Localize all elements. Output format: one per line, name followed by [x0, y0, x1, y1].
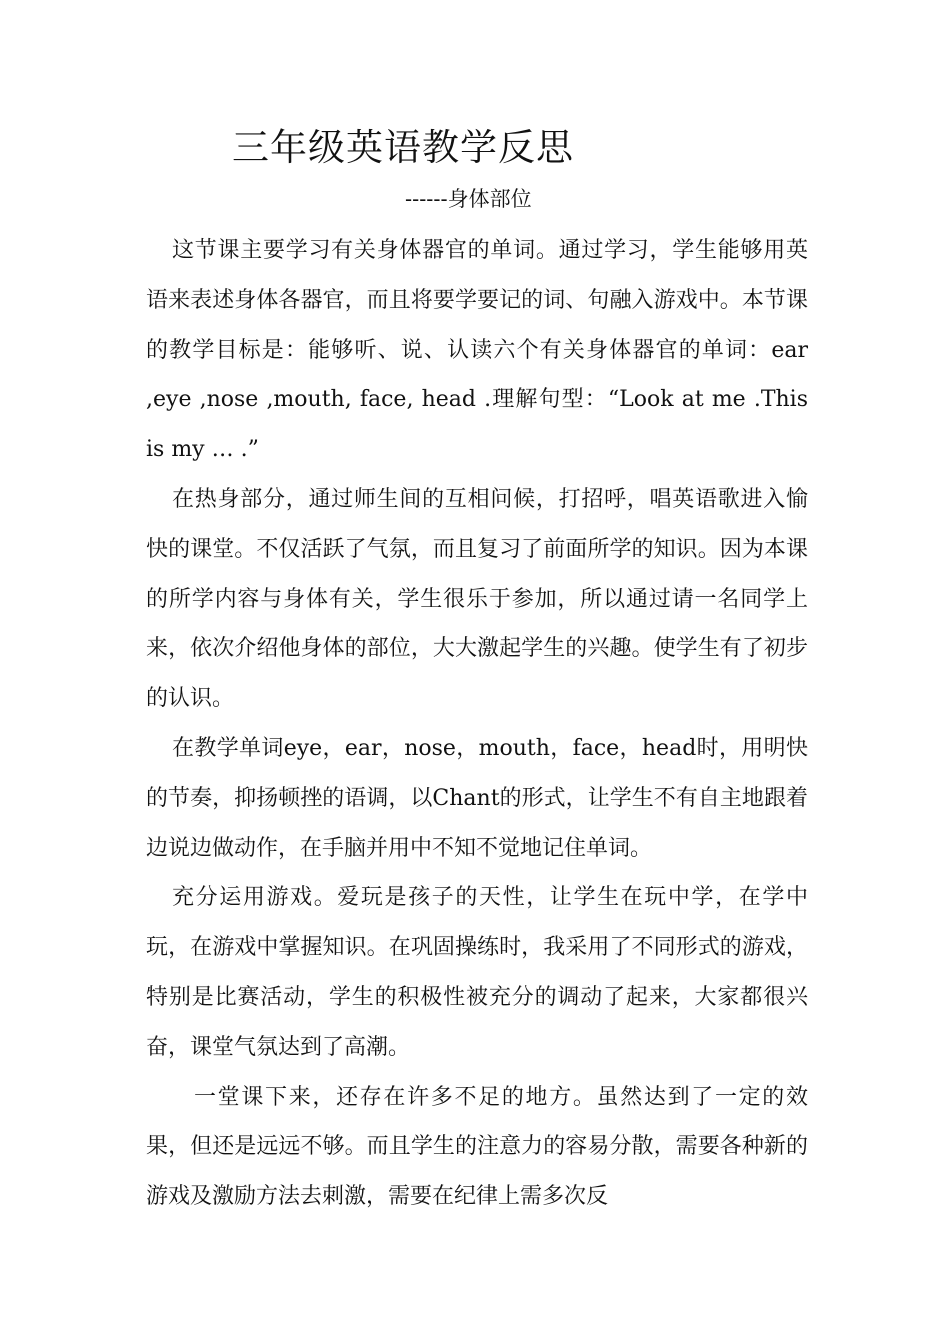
document-title: 三年级英语教学反思: [232, 126, 574, 169]
paragraph-games: 充分运用游戏。爱玩是孩子的天性，让学生在玩中学，在学中玩，在游戏中掌握知识。在巩固操练时，我采用了不同形式的游戏，特别是比赛活动，学生的积极性被充分的调动了起来，大家都很兴奋，课堂气氛达到了高潮。: [146, 885, 808, 1060]
paragraph-intro: 这节课主要学习有关身体器官的单词。通过学习，学生能够用英语来表述身体各器官，而且将要学要记的词、句融入游戏中。本节课的教学目标是：能够听、说、认读六个有关身体器官的单词：ear ,eye ,nose ,mouth, face, head .理解句型：“Look at me .This is my … .”: [146, 238, 808, 463]
paragraph-vocabulary: 在教学单词eye，ear，nose，mouth，face，head时，用明快的节奏，抑扬顿挫的语调，以Chant的形式，让学生不有自主地跟着边说边做动作，在手脑并用中不知不觉地记住单词。: [146, 735, 808, 861]
document-subtitle: ------身体部位: [405, 187, 532, 211]
paragraph-warmup: 在热身部分，通过师生间的互相问候，打招呼，唱英语歌进入愉快的课堂。不仅活跃了气氛，而且复习了前面所学的知识。因为本课的所学内容与身体有关，学生很乐于参加，所以通过请一名同学上来，依次介绍他身体的部位，大大激起学生的兴趣。使学生有了初步的认识。: [146, 486, 808, 712]
paragraph-shortcomings: 一堂课下来，还存在许多不足的地方。虽然达到了一定的效果，但还是远远不够。而且学生的注意力的容易分散，需要各种新的游戏及激励方法去刺激，需要在纪律上需多次反: [146, 1084, 808, 1210]
document-body: [146, 226, 808, 1222]
